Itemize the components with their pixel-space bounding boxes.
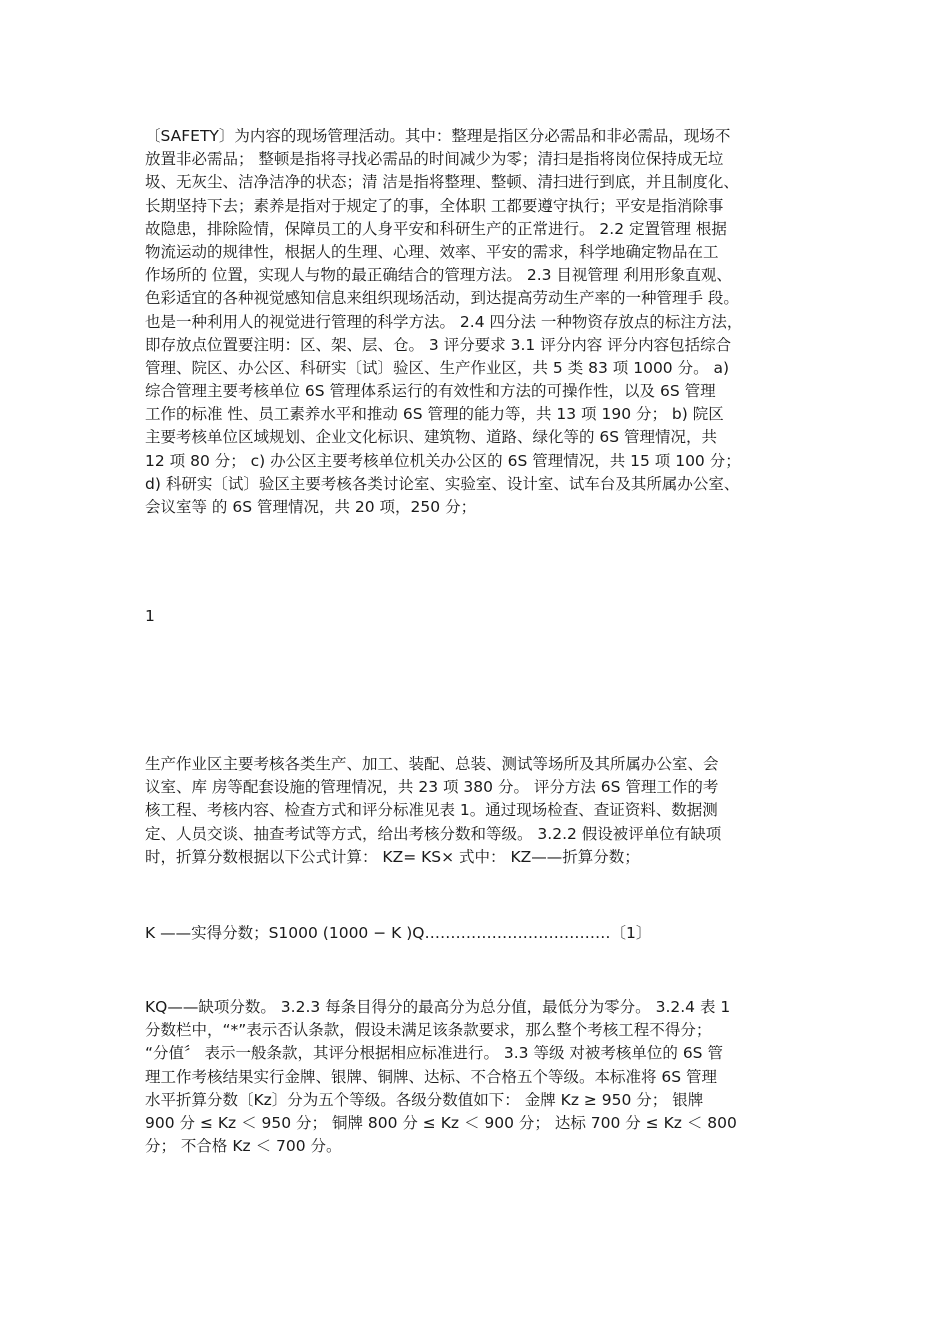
text-line: 时，折算分数根据以下公式计算： KZ= KS× 式中： KZ——折算分数； [145, 847, 640, 866]
text-line: 分数栏中，“*”表示否认条款，假设未满足该条款要求，那么整个考核工程不得分； [145, 1021, 712, 1040]
formula-line: K ——实得分数；S1000 (1000 − K )Q………………………………〔1〕 [145, 924, 652, 942]
text-line: 会议室等 的 6S 管理情况，共 20 项，250 分； [145, 498, 477, 516]
text-line: 工作的标准 性、员工素养水平和推动 6S 管理的能力等，共 13 项 190 分； b) 院区 [145, 405, 724, 424]
text-line: 900 分 ≤ Kz ＜ 950 分； 铜牌 800 分 ≤ Kz ＜ 900 分； 达标 700 分 ≤ Kz ＜ 800 [145, 1113, 737, 1132]
text-line: 理工作考核结果实行金牌、银牌、铜牌、达标、不合格五个等级。本标准将 6S 管理 [145, 1067, 718, 1086]
paragraph-production-area-and-method [145, 753, 721, 869]
text-line: 管理、院区、办公区、科研实〔试〕验区、生产作业区，共 5 类 83 项 1000 分。 a) [145, 358, 730, 377]
text-line: 综合管理主要考核单位 6S 管理体系运行的有效性和方法的可操作性，以及 6S 管理 [145, 382, 716, 401]
text-line: 议室、库 房等配套设施的管理情况，共 23 项 380 分。 评分方法 6S 管理工作的考 [145, 778, 719, 797]
paragraph-grades [145, 996, 737, 1158]
text-line: 12 项 80 分； c) 办公区主要考核单位机关办公区的 6S 管理情况，共 15 项 100 分； [145, 451, 741, 470]
text-line: 故隐患，排除险情，保障员工的人身平安和科研生产的正常进行。 2.2 定置管理 根据 [145, 219, 727, 238]
text-line: 定、人员交谈、抽查考试等方式，给出考核分数和等级。 3.2.2 假设被评单位有缺项 [145, 824, 722, 843]
paragraph-definitions-and-scoring [145, 125, 742, 519]
text-line: 作场所的 位置，实现人与物的最正确结合的管理方法。 2.3 目视管理 利用形象直观、 [145, 266, 732, 285]
text-line: 〔SAFETY〕为内容的现场管理活动。其中：整理是指区分必需品和非必需品，现场不 [145, 127, 731, 145]
text-line: 也是一种利用人的视觉进行管理的科学方法。 2.4 四分法 一种物资存放点的标注方法， [145, 312, 743, 331]
text-line: KQ——缺项分数。 3.2.3 每条目得分的最高分为总分值，最低分为零分。 3.2.4 表 1 [145, 998, 731, 1016]
text-line: 生产作业区主要考核各类生产、加工、装配、总装、测试等场所及其所属办公室、会 [145, 755, 719, 773]
text-line: 水平折算分数〔Kz〕分为五个等级。各级分数值如下： 金牌 Kz ≥ 950 分； 银牌 [145, 1090, 704, 1109]
text-line: 色彩适宜的各种视觉感知信息来组织现场活动，到达提高劳动生产率的一种管理手 段。 [145, 289, 739, 308]
text-line: 分； 不合格 Kz ＜ 700 分。 [145, 1137, 342, 1156]
text-line: 核工程、考核内容、检查方式和评分标准见表 1。通过现场检查、查证资料、数据测 [145, 801, 718, 820]
page-number: 1 [145, 607, 155, 625]
text-line: 主要考核单位区域规划、企业文化标识、建筑物、道路、绿化等的 6S 管理情况，共 [145, 428, 718, 447]
text-line: 圾、无灰尘、洁净洁净的状态；清 洁是指将整理、整顿、清扫进行到底，并且制度化、 [145, 173, 739, 192]
text-line: 放置非必需品； 整顿是指将寻找必需品的时间减少为零；清扫是指将岗位保持成无垃 [145, 150, 724, 169]
text-line: 长期坚持下去；素养是指对于规定了的事，全体职 工都要遵守执行；平安是指消除事 [145, 196, 724, 215]
text-line: 物流运动的规律性，根据人的生理、心理、效率、平安的需求，科学地确定物品在工 [145, 242, 719, 261]
text-line: d) 科研实〔试〕验区主要考核各类讨论室、实验室、设计室、试车台及其所属办公室、 [145, 474, 740, 493]
text-line: 即存放点位置要注明：区、架、层、仓。 3 评分要求 3.1 评分内容 评分内容包括综合 [145, 335, 732, 354]
text-line: “分值〞 表示一般条款，其评分根据相应标准进行。 3.3 等级 对被考核单位的 6S 管 [145, 1044, 723, 1063]
